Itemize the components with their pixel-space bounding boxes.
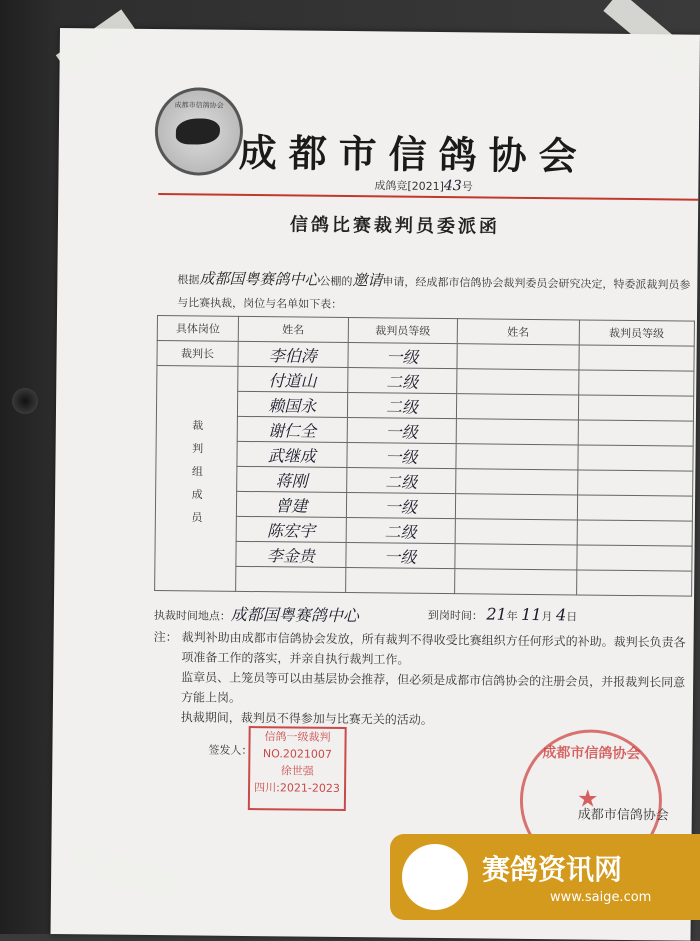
arrive-year-unit: 年 (506, 609, 518, 623)
para-text-2: 公棚的 (319, 274, 353, 289)
chief-label: 裁判长 (157, 341, 238, 367)
referee-stamp (248, 726, 347, 811)
para-text-1: 根据 (177, 273, 200, 287)
member-name: 武继成 (237, 441, 347, 467)
empty-cell (457, 369, 579, 395)
doc-prefix: 成鸽竞[2021] (374, 179, 445, 194)
col-header-name: 姓名 (238, 316, 348, 342)
note-line: 裁判补助由成都市信鸽协会发放，所有裁判不得收受比赛组织方任何形式的补助。裁判长负责各项准备工作的落实，并亲自执行裁判工作。 (181, 630, 686, 667)
col-header-position: 具体岗位 (157, 316, 238, 342)
empty-cell (578, 370, 694, 396)
member-name: 蒋刚 (237, 466, 347, 492)
notes-section (153, 627, 694, 727)
para-handwritten-2: 邀请 (352, 271, 383, 290)
notes-body (181, 627, 692, 732)
watermark-url: www.saige.com (550, 890, 652, 905)
col-header-level: 裁判员等级 (348, 318, 458, 344)
col-header-name-2: 姓名 (457, 319, 579, 345)
arrival-time (428, 604, 578, 625)
member-name: 谢仁全 (237, 416, 347, 442)
stamp-line: 四川:2021-2023 (254, 781, 340, 795)
table-row (155, 566, 692, 597)
duty-place (154, 601, 359, 626)
place-label: 执裁时间地点： (153, 609, 231, 623)
member-level: 二级 (346, 468, 456, 494)
member-name: 陈宏宇 (236, 516, 346, 542)
referee-table (154, 315, 695, 597)
arrive-day: 4 (556, 605, 567, 625)
empty-cell (456, 494, 578, 520)
member-level: 一级 (347, 443, 457, 469)
empty-cell (456, 469, 578, 495)
pigeon-icon (176, 118, 220, 144)
empty-cell (345, 568, 455, 594)
dove-icon (402, 844, 468, 910)
doc-number (374, 177, 473, 194)
empty-cell (457, 344, 579, 370)
stamp-line: 徐世强 (280, 764, 314, 778)
empty-cell (577, 470, 693, 496)
empty-cell (578, 420, 694, 446)
arrive-month: 11 (521, 604, 542, 625)
doc-suffix: 号 (461, 180, 473, 194)
member-level: 二级 (347, 368, 457, 394)
empty-cell (576, 545, 692, 571)
empty-cell (577, 495, 693, 521)
para-org-handwritten: 成都国粤赛鸽中心 (199, 269, 320, 289)
arrive-label: 到岗时间： (427, 608, 483, 623)
chief-name: 李伯涛 (238, 341, 348, 367)
member-name: 赖国永 (237, 391, 347, 417)
member-level: 一级 (346, 493, 456, 519)
arrive-year: 21 (486, 604, 507, 624)
member-level: 一级 (345, 543, 455, 569)
watermark-title: 赛鸽资讯网 (482, 853, 623, 886)
star-icon: ★ (576, 784, 599, 813)
stamp-line: NO.2021007 (262, 747, 332, 761)
header-divider (158, 193, 698, 201)
empty-cell (578, 345, 694, 371)
member-name: 曾建 (236, 491, 346, 517)
doc-number-value: 43 (443, 178, 462, 195)
association-logo (154, 87, 243, 176)
member-level: 二级 (347, 393, 457, 419)
member-level: 一级 (347, 418, 457, 444)
wall-hole (12, 388, 38, 414)
signer-label: 签发人： (208, 743, 253, 758)
seal-text: 成都市信鸽协会 (542, 745, 641, 763)
logo-text: 成都市信鸽协会 (174, 101, 224, 110)
doc-subtitle: 信鸽比赛裁判员委派函 (289, 214, 501, 238)
stamp-line: 信鸽一级裁判 (264, 730, 331, 744)
empty-cell (456, 444, 578, 470)
para-text-3: 申请，经成都市信鸽协会裁判委员会研究决定，特委派裁判员参与比赛执裁，岗位与名单如下表： (177, 275, 691, 311)
notes-label: 注： (153, 630, 178, 645)
note-line: 执裁期间，裁判员不得参加与比赛无关的活动。 (180, 710, 433, 727)
empty-cell (577, 445, 693, 471)
member-level: 二级 (346, 518, 456, 544)
group-label-cell (155, 366, 238, 592)
note-line: 监章员、上笼员等可以由基层协会推荐，但必须是成都市信鸽协会的注册会员，并报裁判长同意方能上岗。 (180, 670, 686, 705)
org-title: 成都市信鸽协会 (238, 129, 589, 179)
empty-cell (456, 419, 578, 445)
empty-cell (455, 569, 577, 595)
empty-cell (455, 544, 577, 570)
arrive-day-unit: 日 (566, 610, 578, 624)
empty-cell (576, 570, 692, 596)
watermark-banner (390, 834, 700, 920)
group-label: 裁判组成员 (189, 419, 204, 535)
arrive-month-unit: 月 (541, 610, 553, 624)
member-name: 付道山 (238, 366, 348, 392)
member-name: 李金贵 (236, 541, 346, 567)
empty-cell (457, 394, 579, 420)
empty-cell (236, 566, 346, 592)
place-value: 成都国粤赛鸽中心 (230, 604, 359, 626)
document-paper (51, 28, 700, 941)
empty-cell (455, 519, 577, 545)
footer-org: 成都市信鸽协会 (577, 807, 669, 824)
intro-paragraph (177, 267, 692, 319)
col-header-level-2: 裁判员等级 (579, 320, 695, 346)
empty-cell (577, 520, 693, 546)
empty-cell (578, 395, 694, 421)
chief-level: 一级 (348, 343, 458, 369)
